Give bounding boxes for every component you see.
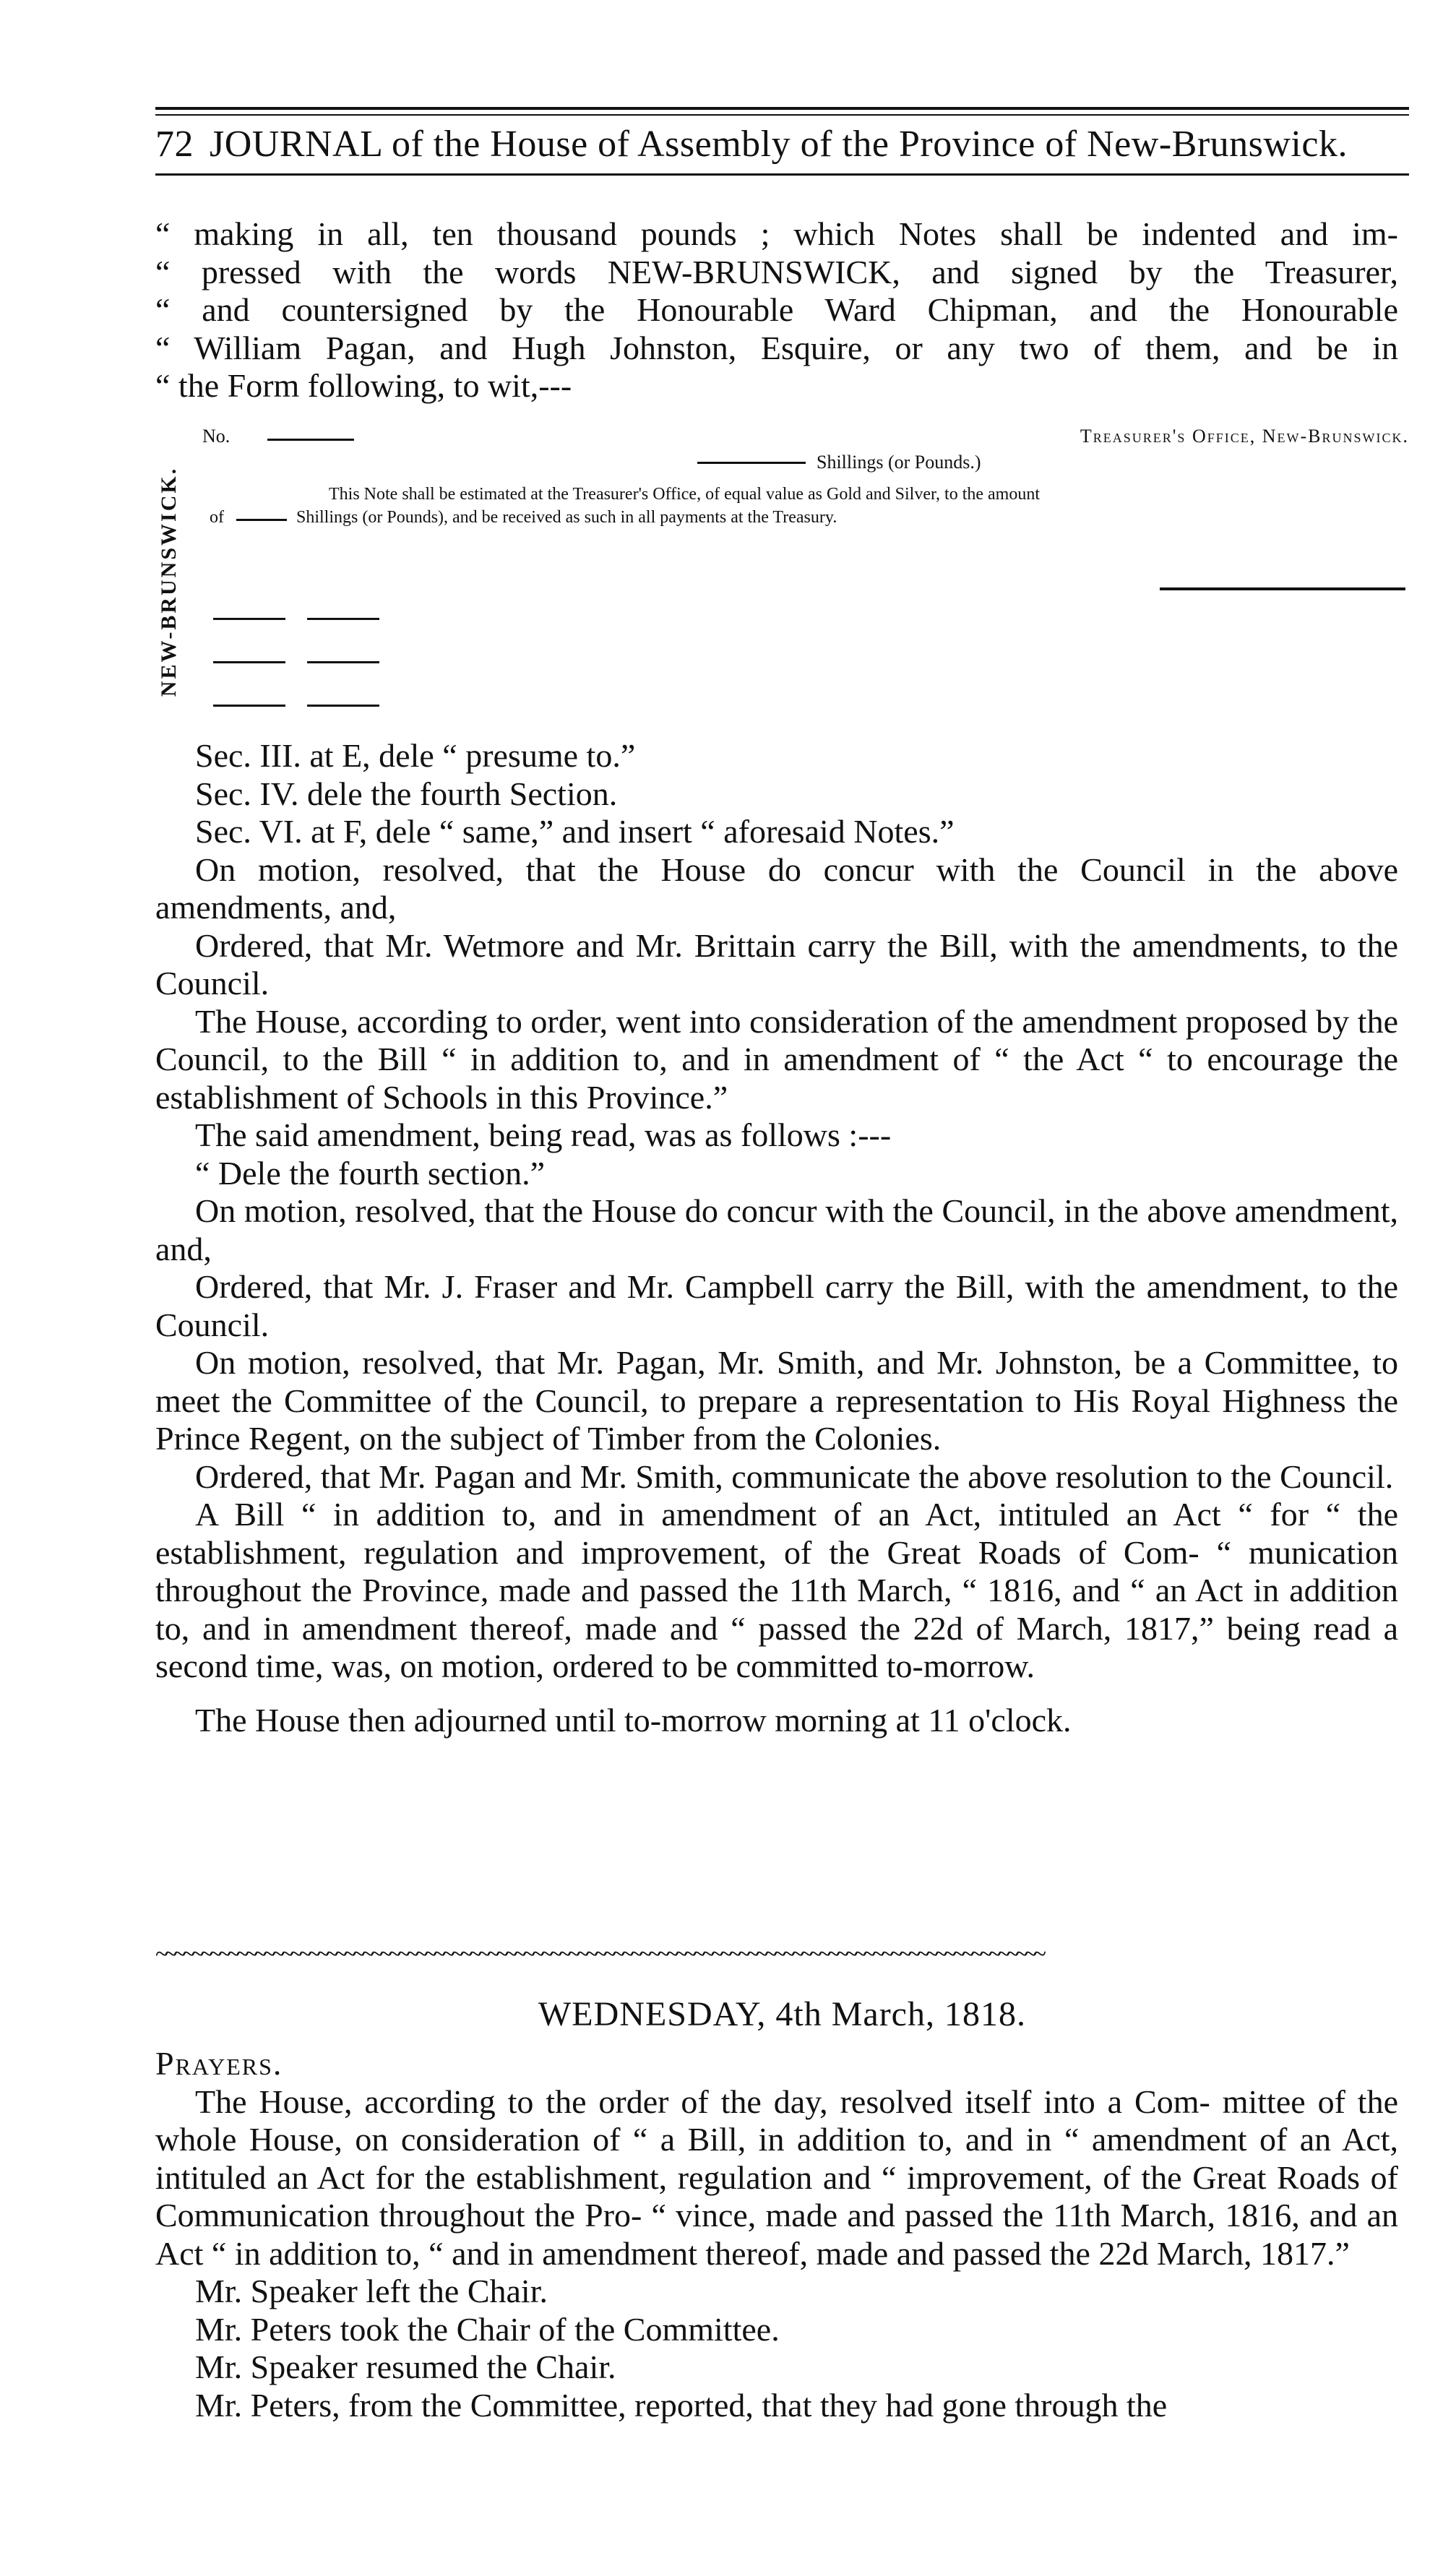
page-title: JOURNAL of the House of Assembly of the Province of New-Brunswick.	[210, 124, 1348, 165]
text-line: “ pressed with the words NEW-BRUNSWICK, and signed by the Treasurer,	[155, 253, 1398, 290]
paragraph: The House then adjourned until to-morrow morning at 11 o'clock.	[195, 1701, 1072, 1739]
paragraph: A Bill “ in addition to, and in amendment of an Act, intituled an Act “ for “ the establishment, regulation and improvement, of the Great Roads of Com- “ munication throughout the Province, made and passed the 11th March, “ 1816, and “ an Act in addition to, and in amendment thereof, made and “ passed the 22d of March, 1817,” being read a second time, was, on motion, ordered to be committed to-morrow.	[155, 1496, 1398, 1684]
paragraph: The House, according to the order of the day, resolved itself into a Com- mittee of the whole House, on consideration of “ a Bill, in addition to, and in “ amendment of an Act, intituled an Act for the establishment, regulation and “ improvement, of the Great Roads of Communication throughout the Pro- “ vince, made and passed the 11th March, 1816, and an Act “ in addition to, “ and in amendment thereof, made and passed the 22d March, 1817.”	[155, 2083, 1398, 2272]
day-heading: WEDNESDAY, 4th March, 1818.	[538, 1995, 1026, 2033]
note-body-of: of	[210, 508, 224, 527]
paragraph: Mr. Peters took the Chair of the Committee.	[195, 2310, 780, 2348]
page-number: 72	[155, 124, 194, 165]
note-amount-blank	[697, 462, 806, 464]
signature-line	[1160, 587, 1405, 590]
paragraph: On motion, resolved, that Mr. Pagan, Mr. Smith, and Mr. Johnston, be a Committee, to meet the Committee of the Council, to prepare a representation to His Royal Highness the Prince Regent, on the subject of Timber from the Colonies.	[155, 1344, 1398, 1457]
paragraph: Mr. Speaker resumed the Chair.	[195, 2348, 616, 2385]
text-line: “ William Pagan, and Hugh Johnston, Esquire, or any two of them, and be in	[155, 329, 1398, 366]
note-form	[155, 415, 1409, 719]
note-side-label: NEW-BRUNSWICK.	[157, 466, 181, 697]
page-header	[155, 123, 1409, 165]
paragraph: “ Dele the fourth section.”	[195, 1154, 546, 1192]
signature-blank	[307, 618, 379, 620]
paragraph: Mr. Peters, from the Committee, reported, that they had gone through the	[195, 2386, 1168, 2424]
paragraph: Sec. IV. dele the fourth Section.	[195, 775, 618, 812]
second-day-proceedings	[155, 2045, 1398, 2424]
paragraph: Ordered, that Mr. J. Fraser and Mr. Campbell carry the Bill, with the amendment, to the Council.	[155, 1268, 1398, 1343]
signature-blank	[307, 705, 379, 707]
paragraph: On motion, resolved, that the House do concur with the Council, in the above amendment, and,	[155, 1192, 1398, 1267]
header-rule-top-thin	[155, 114, 1409, 116]
signature-blank	[213, 705, 285, 707]
paragraph: Ordered, that Mr. Pagan and Mr. Smith, communicate the above resolution to the Council.	[195, 1457, 1394, 1495]
text-line: “ and countersigned by the Honourable Ward Chipman, and the Honourable	[155, 291, 1398, 328]
note-body-line1: This Note shall be estimated at the Treasurer's Office, of equal value as Gold and Silver, to the amount	[329, 485, 1041, 504]
bill-quotation	[155, 215, 1398, 405]
note-body-line2: Shillings (or Pounds), and be received as such in all payments at the Treasury.	[296, 508, 837, 527]
note-number-label: No.	[202, 426, 231, 447]
note-shillings: Shillings (or Pounds.)	[817, 452, 981, 473]
text-line: “ the Form following, to wit,---	[155, 367, 572, 404]
note-office: Treasurer's Office, New-Brunswick.	[1080, 426, 1409, 447]
prayers-heading: Prayers.	[155, 2045, 283, 2082]
text-line: “ making in all, ten thousand pounds ; which Notes shall be indented and im-	[155, 215, 1398, 252]
paragraph: The said amendment, being read, was as follows :---	[195, 1116, 892, 1153]
header-rule-top	[155, 107, 1409, 110]
signature-blank	[213, 618, 285, 620]
paragraph: On motion, resolved, that the House do concur with the Council in the above amendments, and,	[155, 850, 1398, 926]
proceedings	[155, 737, 1398, 1739]
paragraph: The House, according to order, went into consideration of the amendment proposed by the Council, to the Bill “ in addition to, and in amendment of “ the Act “ to encourage the establishment of Schools in this Province.”	[155, 1002, 1398, 1116]
header-rule-bottom	[155, 173, 1409, 176]
signature-blank	[307, 661, 379, 663]
signature-blank	[213, 661, 285, 663]
paragraph: Ordered, that Mr. Wetmore and Mr. Brittain carry the Bill, with the amendments, to the Council.	[155, 926, 1398, 1002]
note-of-blank	[236, 519, 287, 521]
note-number-blank	[267, 439, 354, 441]
paragraph: Sec. III. at E, dele “ presume to.”	[195, 737, 636, 774]
paragraph: Mr. Speaker left the Chair.	[195, 2273, 548, 2309]
paragraph: Sec. VI. at F, dele “ same,” and insert “ aforesaid Notes.”	[195, 813, 955, 850]
ornamental-divider: ~~~~~~~~~~~~~~~~~~~~~~~~~~~~~~~~~~~~~~~~~~~~~~~~~~~~~~~~~~~~~~~~~~~~~~~~~~~~~~~~~~~~~~~~~~~~~~~~~~~	[155, 1944, 1043, 1965]
